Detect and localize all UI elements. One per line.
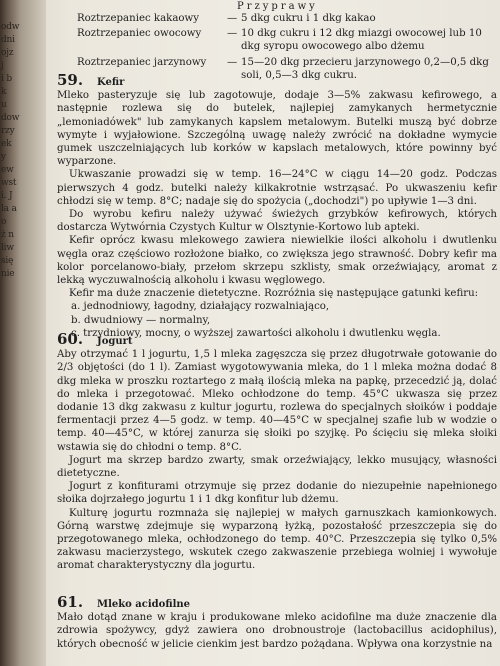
list-item: b. dwudniowy — normalny, xyxy=(71,314,211,326)
spine-fragment: ojz xyxy=(1,48,14,58)
table-row: Roztrzepaniec jarzynowy — 15—20 dkg przecieru jarzynowego 0,2—0,5 dkg soli, 0,5—3 dkg cukru. xyxy=(77,56,497,82)
section-number: 59. xyxy=(57,71,84,89)
section-number: 60. xyxy=(57,330,84,348)
spine-fragment: y xyxy=(1,152,6,162)
spine-fragment: dow xyxy=(1,113,20,123)
list-item: c. trzydniowy, mocny, o wyższej zawartości alkoholu i dwutlenku węgla. xyxy=(71,327,441,339)
spine-fragment: się xyxy=(1,256,14,266)
spine-fragment: dni xyxy=(1,35,15,45)
section-title: Kefir xyxy=(97,77,125,88)
spine-fragment: j xyxy=(1,61,4,71)
paragraph: Jogurt z konfiturami otrzymuje się przez dodanie do niezupełnie napełnionego słoika dojrzałego jogurtu 1 i 1 dkg konfitur lub dżemu. xyxy=(57,481,497,506)
spine-fragment: odw xyxy=(1,22,20,32)
row-value: 5 dkg cukru i 1 dkg kakao xyxy=(241,13,376,24)
spine-fragment: liw xyxy=(1,243,14,253)
section-heading xyxy=(57,71,497,89)
list-item: a. jednodniowy, łagodny, działający rozwalniająco, xyxy=(71,301,330,313)
section-title: Jogurt xyxy=(97,336,133,347)
paragraph: Ukwaszanie prowadzi się w temp. 16—24°C w ciągu 14—20 godz. Podczas pierwszych 4 godz. butelki należy kilkakrotnie wstrząsać. Po ukwaszeniu kefir chłodzi się w temp. 8°C; nadaje się do spożycia („dochodzi") po upływie 1—3 dni. xyxy=(57,169,497,207)
section-jogurt xyxy=(57,330,497,573)
spine-fragment: ew xyxy=(1,165,14,175)
row-name: Roztrzepaniec kakaowy xyxy=(77,13,200,24)
paragraph: Kulturę jogurtu rozmnaża się najlepiej w małych garnuszkach kamionkowych. Górną warstwę zdejmuje się wyparzoną łyżką, pozostałość przeszczepia się do przegotowanego mleka, ochłodzonego do temp. 40°C. Przeszczepia się tylko 0,5% zakwasu macierzystego, wskutek czego zakwaszenie przebiega wolniej i wywołuje aromat charakterystyczny dla jogurtu. xyxy=(57,507,497,572)
paragraph: Aby otrzymać 1 l jogurtu, 1,5 l mleka zagęszcza się przez długotrwałe gotowanie do 2/3 objętości (do 1 l). Zamiast wygotowywania mleka, do 1 l mleka można dodać 8 dkg mleka w proszku roztartego z małą ilością mleka na papkę, przecedzić ją, dolać do mleka i przegotować. Mleko ochłodzone do temp. 45°C ukwasza się przez dodanie 13 dkg zakwasu z kultur jogurtu, rozlewa do specjalnych słoików i poddaje fermentacji przez 4—5 godz. w temp. 40—45°C w specjalnej szafie lub w wodzie o temp. 40—45°C, w której zanurza się słoiki po szyjkę. Po ścięciu się mleka słoiki wstawia się do chłodni o temp. 8°C. xyxy=(57,349,497,453)
spine-fragment: wst xyxy=(1,178,17,188)
spine-fragment: i b xyxy=(1,74,12,84)
section-mleko-acidofilne xyxy=(57,593,497,651)
paragraph: Mało dotąd znane w kraju i produkowane mleko acidofilne ma duże znaczenie dla zdrowia spożywcy, gdyż zawiera ono drobnoustroje (lactobacillus acidophilus), których obecność w jelicie cienkim jest bardzo pożądana. Wpływa ona korzystnie na xyxy=(57,612,497,650)
spine-fragment: ż n xyxy=(1,230,14,240)
spine-fragment: ek xyxy=(1,139,12,149)
table-row: Roztrzepaniec kakaowy — 5 dkg cukru i 1 dkg kakao xyxy=(77,12,497,25)
section-heading xyxy=(57,330,497,348)
row-name: Roztrzepaniec jarzynowy xyxy=(77,56,207,68)
table-header: Przyprawy xyxy=(237,1,318,12)
spine-fragment: u xyxy=(1,100,7,110)
page-content xyxy=(57,0,497,666)
spine-fragment: rzy xyxy=(1,126,15,136)
paragraph: Mleko pasteryzuje się lub zagotowuje, dodaje 3—5% zakwasu kefirowego, a następnie rozlewa się do butelek, najlepiej zamykanych hermetycznie „lemoniadówek" lub zamykanych kapslem metalowym. Butelki muszą być dobrze wymyte i wyjałowione. Szczególną uwagę należy zwrócić na dokładne wymycie gumek uszczelniających lub korków w kapslach metalowych, które powinny być wyparzone. xyxy=(57,90,497,168)
row-value: 15—20 dkg przecieru jarzynowego 0,2—0,5 dkg soli, 0,5—3 dkg cukru. xyxy=(241,56,489,81)
row-value: 10 dkg cukru i 12 dkg miazgi owocowej lub 10 dkg syropu owocowego albo dżemu xyxy=(241,28,482,53)
spine-fragment: o xyxy=(1,217,7,227)
spine-fragment: nie xyxy=(1,269,15,279)
section-number: 61. xyxy=(57,593,84,611)
paragraph: Do wyrobu kefiru należy używać świeżych grzybków kefirowych, których dostarcza Wytwórnia Czystych Kultur w Olsztynie-Kortowo lub apteki. xyxy=(57,209,497,234)
paragraph: Kefir oprócz kwasu mlekowego zawiera niewielkie ilości alkoholu i dwutlenku węgla oraz częściowo rozłożone białko, co zwiększa jego strawność. Dobry kefir ma kolor porcelanowo-biały, przełom skrzepu szklisty, smak orzeźwiający, aromat z lekką wyczuwalnością alkoholu i kwasu węglowego. xyxy=(57,235,497,287)
spine-fragment: k xyxy=(1,87,7,97)
section-title: Mleko acidofilne xyxy=(97,599,191,610)
section-kefir xyxy=(57,71,497,340)
paragraph: Kefir ma duże znaczenie dietetyczne. Rozróżnia się następujące gatunki kefiru: xyxy=(69,288,479,300)
row-name: Roztrzepaniec owocowy xyxy=(77,28,202,40)
spine-fragment: i. J xyxy=(1,191,13,201)
section-heading xyxy=(57,593,497,611)
table-row: Roztrzepaniec owocowy — 10 dkg cukru i 12 dkg miazgi owocowej lub 10 dkg syropu owocowego albo dżemu xyxy=(77,27,497,53)
paragraph: Jogurt ma skrzep bardzo zwarty, smak orzeźwiający, lekko musujący, własności dietetyczne. xyxy=(57,454,497,480)
spine-fragment: la a xyxy=(1,204,17,214)
